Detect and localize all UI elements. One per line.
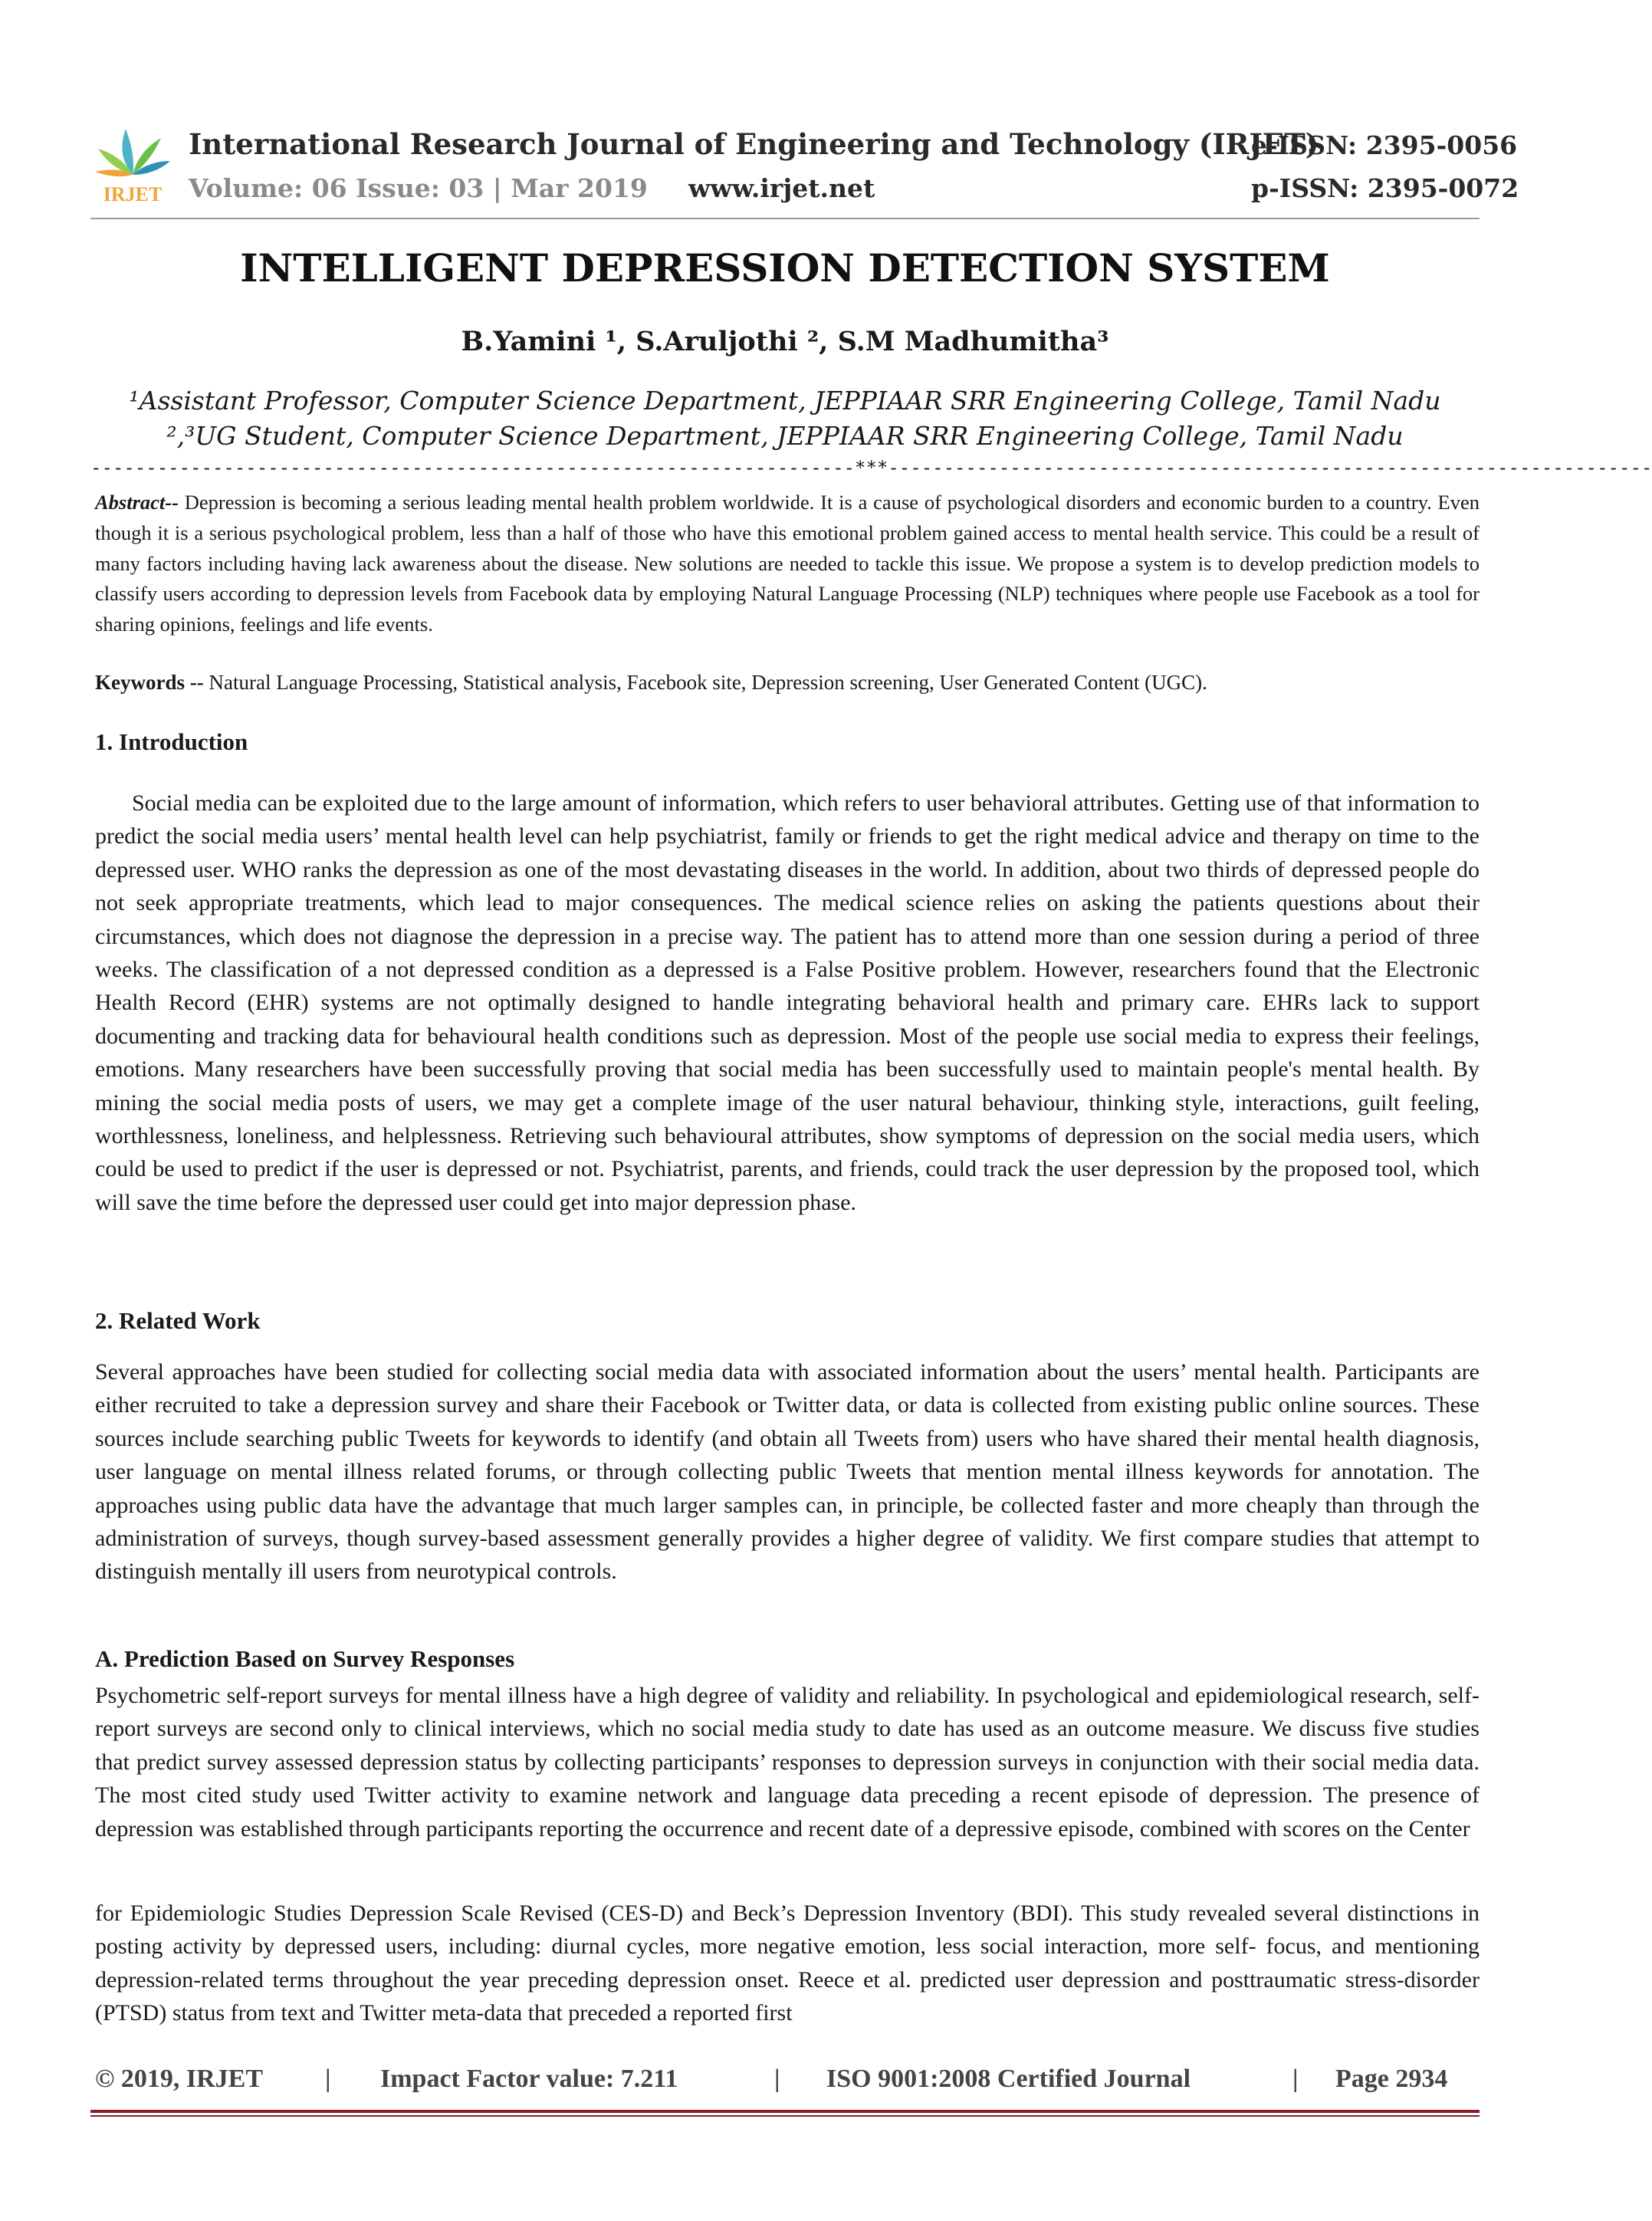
header-divider <box>90 218 1480 219</box>
keywords <box>95 667 1480 698</box>
footer-impact-factor: Impact Factor value: 7.211 <box>380 2065 678 2093</box>
journal-title: International Research Journal of Engineering and Technology (IRJET) <box>189 127 1319 161</box>
introduction-paragraph: Social media can be exploited due to the large amount of information, which refers to user behavioral attributes. Getting use of that information to predict the social media users’ mental health level can help psychiatrist, family or friends to get the right medical advice and therapy on time to the depressed user. WHO ranks the depression as one of the most devastating diseases in the world. In addition, about two thirds of depressed people do not seek appropriate treatments, which lead to major consequences. The medical science relies on asking the patients questions about their circumstances, which does not diagnose the depression in a precise way. The patient has to attend more than one session during a period of three weeks. The classification of a not depressed condition as a depressed is a False Positive problem. However, researchers found that the Electronic Health Record (EHR) systems are not optimally designed to handle integrating behavioral health and primary care. EHRs lack to support documenting and tracking data for behavioural health conditions such as depression. Most of the people use social media to express their feelings, emotions. Many researchers have been successfully proving that social media has been successfully used to maintain people's mental health. By mining the social media posts of users, we may get a complete image of the user natural behaviour, thinking style, interactions, guilt feeling, worthlessness, loneliness, and helplessness. Retrieving such behavioural attributes, show symptoms of depression on the social media users, which could be used to predict if the user is depressed or not. Psychiatrist, parents, and friends, could track the user depression by the proposed tool, which will save the time before the depressed user could get into major depression phase. <box>95 790 1480 1215</box>
eissn: e-ISSN: 2395-0056 <box>1251 130 1518 160</box>
abstract-text: Depression is becoming a serious leading mental health problem worldwide. It is a cause of psychological disorders and economic burden to a country. Even though it is a serious psychological problem, less than a half of those who have this emotional problem gained access to mental health service. This could be a result of many factors including having lack awareness about the disease. New solutions are needed to tackle this issue. We propose a system is to develop prediction models to classify users according to depression levels from Facebook data by employing Natural Language Processing (NLP) techniques where people use Facebook as a tool for sharing opinions, feelings and life events. <box>95 491 1480 636</box>
footer-page-number: Page 2934 <box>1335 2065 1448 2093</box>
logo-leaves <box>95 129 170 176</box>
keywords-text: Natural Language Processing, Statistical analysis, Facebook site, Depression screening, User Generated Content (UGC). <box>203 671 1207 694</box>
footer-divider-thick <box>90 2110 1480 2113</box>
survey-paragraph-continued: for Epidemiologic Studies Depression Scale Revised (CES-D) and Beck’s Depression Inventory (BDI). This study revealed several distinctions in posting activity by depressed users, including: diurnal cycles, more negative emotion, less social interaction, more self- focus, and mentioning depression-related terms throughout the year preceding depression onset. Reece et al. predicted user depression and posttraumatic stress-disorder (PTSD) status from text and Twitter meta-data that preceded a reported first <box>95 1901 1480 2026</box>
related-work-paragraph: Several approaches have been studied for collecting social media data with associated information about the users’ mental health. Participants are either recruited to take a depression survey and share their Facebook or Twitter data, or data is collected from existing public online sources. These sources include searching public Tweets for keywords to identify (and obtain all Tweets from) users who have shared their mental health diagnosis, user language on mental illness related forums, or through collecting public Tweets that mention mental illness keywords for annotation. The approaches using public data have the advantage that much larger samples can, in principle, be collected faster and more cheaply than through the administration of surveys, though survey-based assessment generally provides a higher degree of validity. We first compare studies that attempt to distinguish mentally ill users from neurotypical controls. <box>95 1359 1480 1585</box>
separator-line: ---------------------------------------------------------------------***--------------------------------------------------------------------- <box>90 457 1652 478</box>
affiliation-1: ¹Assistant Professor, Computer Science Department, JEPPIAAR SRR Engineering College, Tamil Nadu <box>129 386 1441 416</box>
abstract-label: Abstract-- <box>95 491 179 514</box>
footer-separator: | <box>1292 2065 1299 2093</box>
volume-issue: Volume: 06 Issue: 03 | Mar 2019 <box>189 173 648 203</box>
footer-iso: ISO 9001:2008 Certified Journal <box>826 2065 1191 2093</box>
keywords-label: Keywords -- <box>95 671 204 694</box>
footer-separator: | <box>325 2065 331 2093</box>
affiliation-2: ²,³UG Student, Computer Science Department, JEPPIAAR SRR Engineering College, Tamil Nadu <box>166 421 1404 451</box>
journal-website-link[interactable]: www.irjet.net <box>688 173 875 203</box>
survey-paragraph: Psychometric self-report surveys for mental illness have a high degree of validity and reliability. In psychological and epidemiological research, self- report surveys are second only to clinical interviews, which no social media study to date has used as an outcome measure. We discuss five studies that predict survey assessed depression status by collecting participants’ responses to depression surveys in conjunction with their social media data. The most cited study used Twitter activity to examine network and language data preceding a recent episode of depression. The presence of depression was established through participants reporting the occurrence and recent date of a depressive episode, combined with scores on the Center <box>95 1683 1480 1842</box>
section-heading-related-work: 2. Related Work <box>95 1307 261 1334</box>
logo-text: IRJET <box>103 183 163 205</box>
abstract <box>95 488 1480 640</box>
paper-title: INTELLIGENT DEPRESSION DETECTION SYSTEM <box>240 245 1330 291</box>
section-heading-introduction: 1. Introduction <box>95 728 248 755</box>
pissn: p-ISSN: 2395-0072 <box>1251 173 1519 203</box>
footer-copyright: © 2019, IRJET <box>95 2065 264 2093</box>
authors: B.Yamini ¹, S.Aruljothi ², S.M Madhumitha³ <box>461 326 1109 357</box>
subsection-heading-survey: A. Prediction Based on Survey Responses <box>95 1645 515 1672</box>
footer-divider-thin <box>90 2115 1480 2117</box>
irjet-logo <box>90 115 175 207</box>
footer-separator: | <box>774 2065 780 2093</box>
